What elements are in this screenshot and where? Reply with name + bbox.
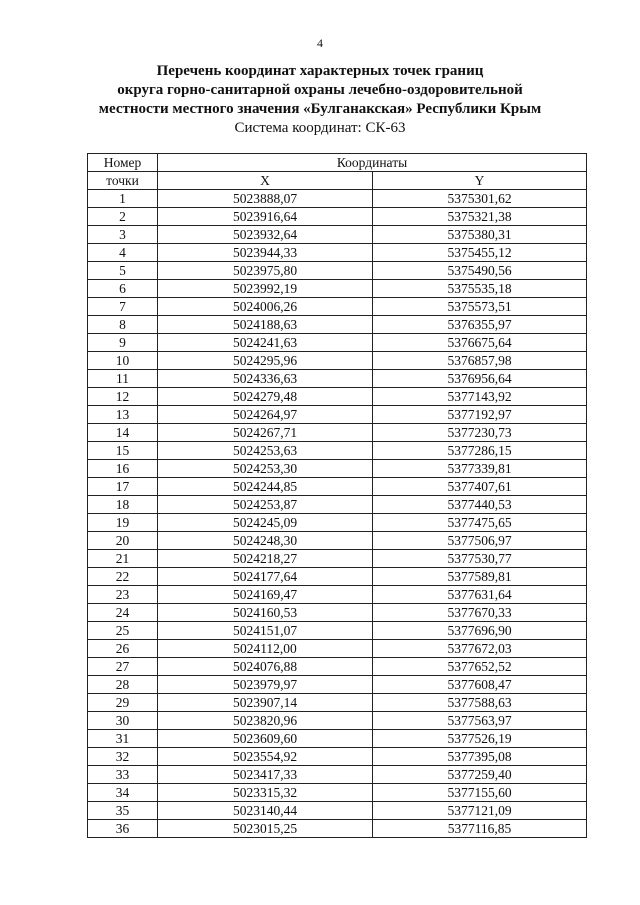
point-number-cell: 30 (88, 712, 158, 730)
y-coordinate-cell: 5377696,90 (373, 622, 587, 640)
x-coordinate-cell: 5023140,44 (158, 802, 373, 820)
table-row (88, 820, 587, 838)
y-coordinate-cell: 5377143,92 (373, 388, 587, 406)
y-coordinate-cell: 5377526,19 (373, 730, 587, 748)
y-coordinate-cell: 5377259,40 (373, 766, 587, 784)
x-coordinate-cell: 5023609,60 (158, 730, 373, 748)
y-coordinate-cell: 5377672,03 (373, 640, 587, 658)
point-number-cell: 3 (88, 226, 158, 244)
point-number-cell: 5 (88, 262, 158, 280)
y-coordinate-cell: 5377589,81 (373, 568, 587, 586)
y-coordinate-cell: 5375573,51 (373, 298, 587, 316)
x-coordinate-cell: 5023015,25 (158, 820, 373, 838)
point-number-cell: 18 (88, 496, 158, 514)
x-coordinate-cell: 5024336,63 (158, 370, 373, 388)
point-number-cell: 23 (88, 586, 158, 604)
point-number-cell: 36 (88, 820, 158, 838)
table-row (88, 694, 587, 712)
point-number-cell: 6 (88, 280, 158, 298)
point-number-cell: 17 (88, 478, 158, 496)
point-number-cell: 16 (88, 460, 158, 478)
y-coordinate-cell: 5375455,12 (373, 244, 587, 262)
y-coordinate-cell: 5377116,85 (373, 820, 587, 838)
header-x: X (158, 172, 373, 190)
x-coordinate-cell: 5023820,96 (158, 712, 373, 730)
table-row (88, 586, 587, 604)
y-coordinate-cell: 5377530,77 (373, 550, 587, 568)
x-coordinate-cell: 5024151,07 (158, 622, 373, 640)
x-coordinate-cell: 5024218,27 (158, 550, 373, 568)
point-number-cell: 20 (88, 532, 158, 550)
point-number-cell: 21 (88, 550, 158, 568)
y-coordinate-cell: 5377121,09 (373, 802, 587, 820)
y-coordinate-cell: 5377339,81 (373, 460, 587, 478)
header-coordinates: Координаты (158, 154, 587, 172)
y-coordinate-cell: 5377588,63 (373, 694, 587, 712)
point-number-cell: 15 (88, 442, 158, 460)
table-row (88, 550, 587, 568)
point-number-cell: 27 (88, 658, 158, 676)
point-number-cell: 28 (88, 676, 158, 694)
x-coordinate-cell: 5024267,71 (158, 424, 373, 442)
table-row (88, 784, 587, 802)
point-number-cell: 34 (88, 784, 158, 802)
point-number-cell: 8 (88, 316, 158, 334)
point-number-cell: 19 (88, 514, 158, 532)
title-line-2: округа горно-санитарной охраны лечебно-оздоровительной (117, 82, 523, 98)
point-number-cell: 12 (88, 388, 158, 406)
point-number-cell: 2 (88, 208, 158, 226)
point-number-cell: 11 (88, 370, 158, 388)
y-coordinate-cell: 5377440,53 (373, 496, 587, 514)
x-coordinate-cell: 5024253,30 (158, 460, 373, 478)
table-row (88, 208, 587, 226)
table-row (88, 190, 587, 208)
y-coordinate-cell: 5377563,97 (373, 712, 587, 730)
table-row (88, 388, 587, 406)
coordinates-table (87, 153, 587, 838)
x-coordinate-cell: 5023944,33 (158, 244, 373, 262)
table-row (88, 622, 587, 640)
table-row (88, 532, 587, 550)
point-number-cell: 13 (88, 406, 158, 424)
table-row (88, 766, 587, 784)
table-row (88, 424, 587, 442)
y-coordinate-cell: 5377670,33 (373, 604, 587, 622)
point-number-cell: 26 (88, 640, 158, 658)
table-row (88, 406, 587, 424)
x-coordinate-cell: 5024253,63 (158, 442, 373, 460)
y-coordinate-cell: 5375301,62 (373, 190, 587, 208)
point-number-cell: 1 (88, 190, 158, 208)
y-coordinate-cell: 5376355,97 (373, 316, 587, 334)
table-row (88, 748, 587, 766)
y-coordinate-cell: 5377230,73 (373, 424, 587, 442)
page-number: 4 (317, 36, 323, 50)
point-number-cell: 10 (88, 352, 158, 370)
table-row (88, 604, 587, 622)
table-row (88, 658, 587, 676)
x-coordinate-cell: 5023888,07 (158, 190, 373, 208)
y-coordinate-cell: 5376857,98 (373, 352, 587, 370)
table-row (88, 370, 587, 388)
point-number-cell: 33 (88, 766, 158, 784)
y-coordinate-cell: 5375535,18 (373, 280, 587, 298)
point-number-cell: 32 (88, 748, 158, 766)
y-coordinate-cell: 5377395,08 (373, 748, 587, 766)
x-coordinate-cell: 5023417,33 (158, 766, 373, 784)
point-number-cell: 35 (88, 802, 158, 820)
table-row (88, 298, 587, 316)
point-number-cell: 25 (88, 622, 158, 640)
x-coordinate-cell: 5024295,96 (158, 352, 373, 370)
x-coordinate-cell: 5023975,80 (158, 262, 373, 280)
title-line-3: местности местного значения «Булганакская» Республики Крым (98, 101, 542, 117)
y-coordinate-cell: 5377475,65 (373, 514, 587, 532)
table-row (88, 280, 587, 298)
table-row (88, 730, 587, 748)
y-coordinate-cell: 5377192,97 (373, 406, 587, 424)
y-coordinate-cell: 5376956,64 (373, 370, 587, 388)
x-coordinate-cell: 5023932,64 (158, 226, 373, 244)
table-row (88, 352, 587, 370)
table-row (88, 802, 587, 820)
table-row (88, 712, 587, 730)
y-coordinate-cell: 5377631,64 (373, 586, 587, 604)
x-coordinate-cell: 5024248,30 (158, 532, 373, 550)
table-row (88, 496, 587, 514)
point-number-cell: 4 (88, 244, 158, 262)
x-coordinate-cell: 5024241,63 (158, 334, 373, 352)
table-row (88, 460, 587, 478)
table-row (88, 262, 587, 280)
point-number-cell: 29 (88, 694, 158, 712)
table-body (88, 190, 587, 838)
x-coordinate-cell: 5024006,26 (158, 298, 373, 316)
point-number-cell: 31 (88, 730, 158, 748)
header-point-number: Номер (88, 154, 158, 172)
x-coordinate-cell: 5024188,63 (158, 316, 373, 334)
coordinate-system: Система координат: СК-63 (234, 120, 406, 136)
x-coordinate-cell: 5023979,97 (158, 676, 373, 694)
table-row (88, 226, 587, 244)
y-coordinate-cell: 5377652,52 (373, 658, 587, 676)
point-number-cell: 7 (88, 298, 158, 316)
x-coordinate-cell: 5024160,53 (158, 604, 373, 622)
x-coordinate-cell: 5024245,09 (158, 514, 373, 532)
x-coordinate-cell: 5023916,64 (158, 208, 373, 226)
header-point-number-cont: точки (88, 172, 158, 190)
point-number-cell: 22 (88, 568, 158, 586)
x-coordinate-cell: 5024244,85 (158, 478, 373, 496)
x-coordinate-cell: 5023907,14 (158, 694, 373, 712)
x-coordinate-cell: 5024169,47 (158, 586, 373, 604)
x-coordinate-cell: 5023554,92 (158, 748, 373, 766)
x-coordinate-cell: 5024253,87 (158, 496, 373, 514)
table-row (88, 334, 587, 352)
table-row (88, 316, 587, 334)
document-heading (0, 62, 640, 138)
x-coordinate-cell: 5024076,88 (158, 658, 373, 676)
y-coordinate-cell: 5375490,56 (373, 262, 587, 280)
table-row (88, 514, 587, 532)
y-coordinate-cell: 5377155,60 (373, 784, 587, 802)
y-coordinate-cell: 5377286,15 (373, 442, 587, 460)
table-row (88, 478, 587, 496)
x-coordinate-cell: 5024177,64 (158, 568, 373, 586)
y-coordinate-cell: 5377407,61 (373, 478, 587, 496)
x-coordinate-cell: 5024112,00 (158, 640, 373, 658)
y-coordinate-cell: 5377608,47 (373, 676, 587, 694)
x-coordinate-cell: 5023315,32 (158, 784, 373, 802)
table-row (88, 568, 587, 586)
table-row (88, 244, 587, 262)
x-coordinate-cell: 5024264,97 (158, 406, 373, 424)
title-line-1: Перечень координат характерных точек границ (156, 63, 484, 79)
x-coordinate-cell: 5024279,48 (158, 388, 373, 406)
y-coordinate-cell: 5376675,64 (373, 334, 587, 352)
point-number-cell: 9 (88, 334, 158, 352)
table-row (88, 442, 587, 460)
point-number-cell: 14 (88, 424, 158, 442)
header-y: Y (373, 172, 587, 190)
y-coordinate-cell: 5375321,38 (373, 208, 587, 226)
y-coordinate-cell: 5375380,31 (373, 226, 587, 244)
table-row (88, 676, 587, 694)
x-coordinate-cell: 5023992,19 (158, 280, 373, 298)
point-number-cell: 24 (88, 604, 158, 622)
table-row (88, 640, 587, 658)
y-coordinate-cell: 5377506,97 (373, 532, 587, 550)
